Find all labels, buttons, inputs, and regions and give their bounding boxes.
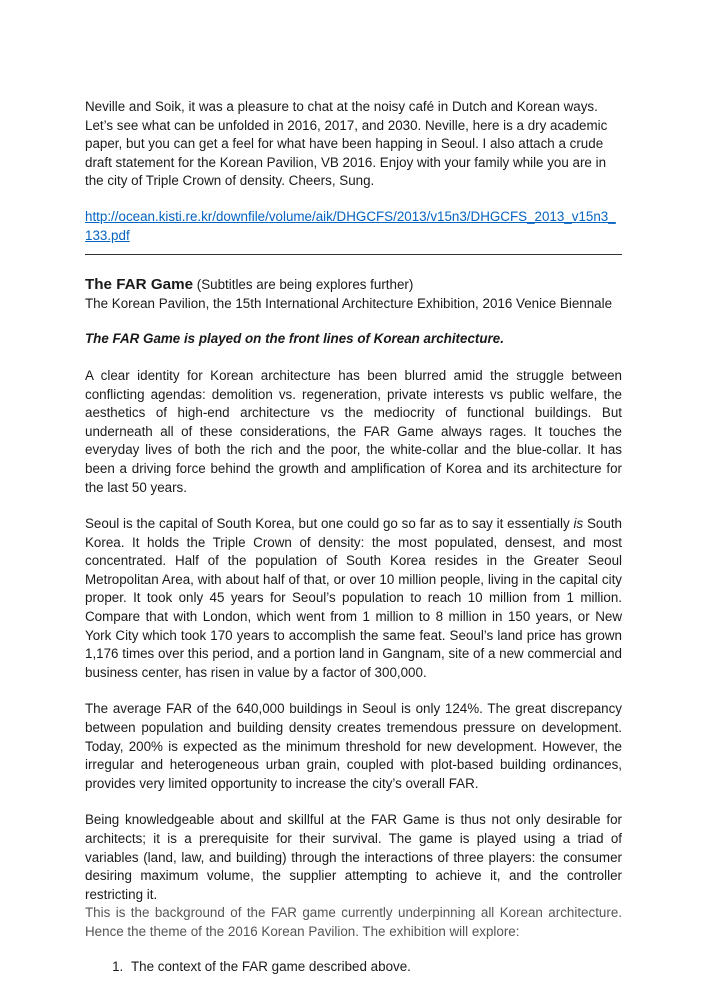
document-page [85, 98, 622, 976]
divider [85, 254, 622, 255]
list-item: 1. The context of the FAR game described above. [127, 958, 622, 977]
lead-sentence: The FAR Game is played on the front lines of Korean architecture. [85, 331, 504, 347]
exploration-list [85, 958, 622, 977]
intro-paragraph: Neville and Soik, it was a pleasure to chat at the noisy café in Dutch and Korean ways. Let’s see what can be unfolded in 2016, 2017, and 2030. Neville, here is a dry academic paper, but you can get a feel for what have been happing in Seoul. I also attach a crude draft statement for the Korean Pavilion, VB 2016. Enjoy with your family while you are in the city of Triple Crown of density. Cheers, Sung. [85, 99, 608, 189]
document-title: The FAR Game [85, 276, 194, 294]
paragraph-2-emphasis: is [573, 516, 584, 532]
heading-line [85, 276, 622, 295]
paragraph-2-part-b: South Korea. It holds the Triple Crown of density: the most populated, densest, and most concentrated. Half of the population of South Korea resides in the Greater Seoul Metropolitan Area, with about half of that, or over 10 million people, living in the capital city proper. It took only 45 years for Seoul’s population to reach 10 million from 1 million. Compare that with London, which went from 1 million to 8 million in 150 years, or New York City which took 170 years to accomplish the same feat. Seoul’s land price has grown 1,176 times over this period, and a portion land in Gangnam, site of a new commercial and business center, has risen in value by a factor of 300,000. [85, 516, 622, 680]
paragraph-5: This is the background of the FAR game currently underpinning all Korean architecture. Hence the theme of the 2016 Korean Pavilion. The exhibition will explore: [85, 905, 622, 939]
paragraph-1: A clear identity for Korean architecture has been blurred amid the struggle between conflicting agendas: demolition vs. regeneration, private interests vs public welfare, the aesthetics of high-end architecture vs the mediocrity of functional buildings. But underneath all of these considerations, the FAR Game always rages. It touches the everyday lives of both the rich and the poor, the white-collar and the blue-collar. It has been a driving force behind the growth and amplification of Korea and its architecture for the last 50 years. [85, 367, 622, 495]
paragraph-4: Being knowledgeable about and skillful at the FAR Game is thus not only desirable for architects; it is a prerequisite for their survival. The game is played using a triad of variables (land, law, and building) through the interactions of three players: the consumer desiring maximum volume, the supplier attempting to achieve it, and the controller restricting it. [85, 812, 622, 902]
paragraph-2-part-a: Seoul is the capital of South Korea, but one could go so far as to say it essentially [85, 516, 574, 532]
title-note: (Subtitles are being explores further) [193, 277, 414, 293]
document-subtitle: The Korean Pavilion, the 15th International Architecture Exhibition, 2016 Venice Biennale [85, 295, 613, 311]
paragraph-3: The average FAR of the 640,000 buildings in Seoul is only 124%. The great discrepancy between population and building density creates tremendous pressure on development. Today, 200% is expected as the minimum threshold for new development. However, the irregular and heterogeneous urban grain, coupled with plot-based building ordinances, provides very limited opportunity to increase the city’s overall FAR. [85, 701, 622, 791]
paragraph-2 [85, 515, 622, 682]
paper-link[interactable]: http://ocean.kisti.re.kr/downfile/volume/aik/DHGCFS/2013/v15n3/DHGCFS_2013_v15n3_133.pdf [85, 208, 616, 243]
